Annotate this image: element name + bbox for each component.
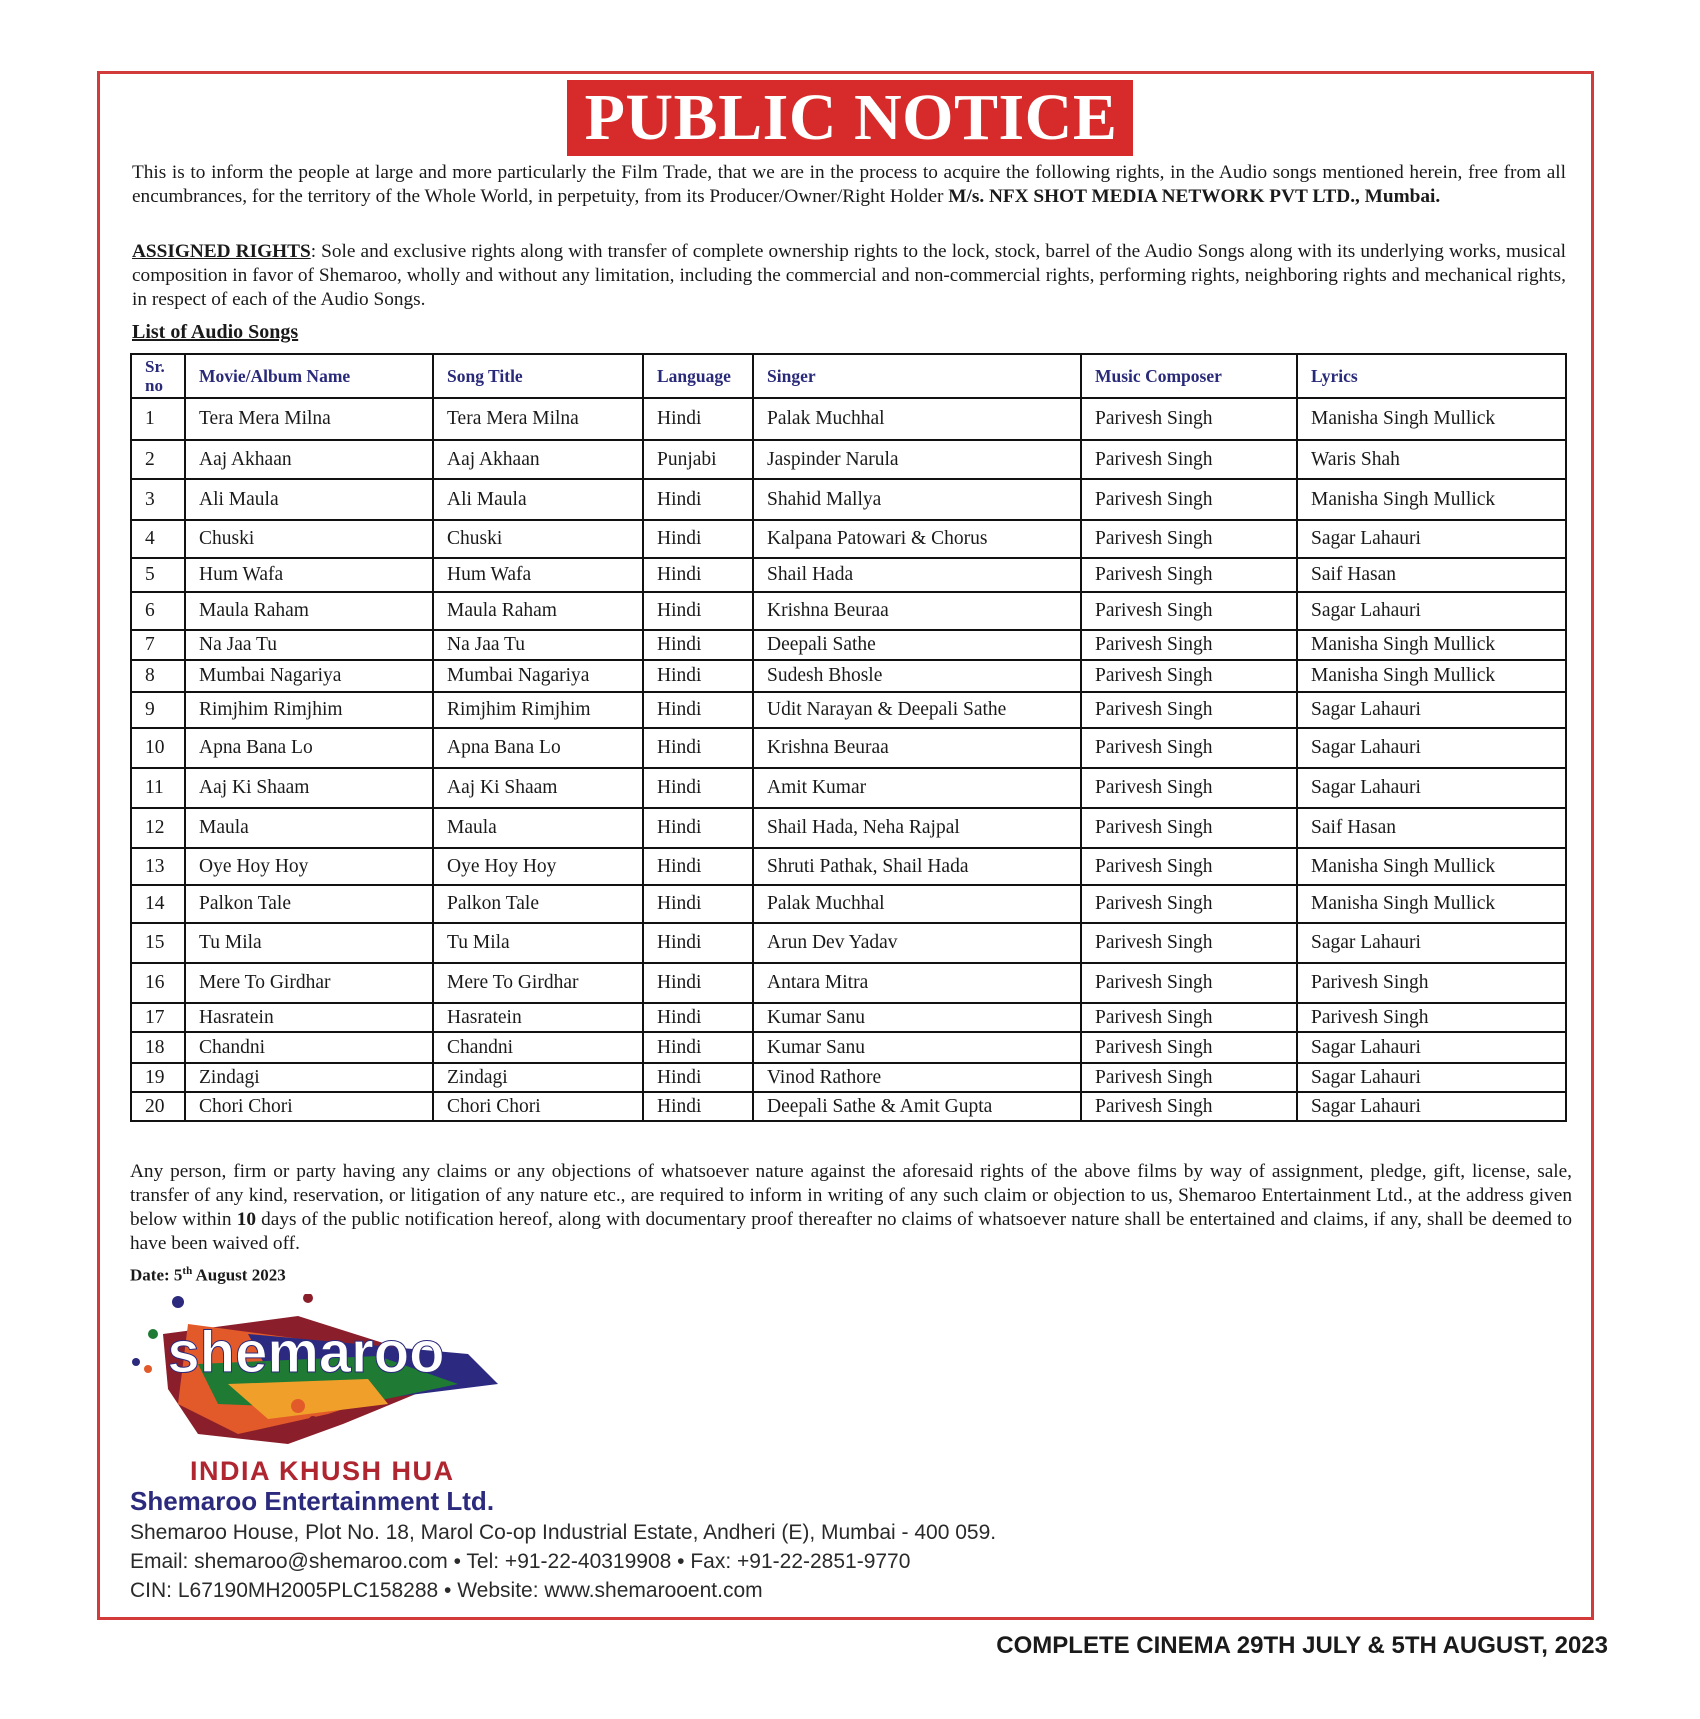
table-row <box>131 440 1566 479</box>
owner-name: M/s. NFX SHOT MEDIA NETWORK PVT LTD., Mumbai. <box>948 186 1441 207</box>
header-song-title: Song Title <box>433 354 643 398</box>
music-composer-cell: Parivesh Singh <box>1081 1003 1297 1032</box>
lyrics-cell: Sagar Lahauri <box>1297 728 1566 768</box>
table-row <box>131 923 1566 963</box>
music-composer-cell: Parivesh Singh <box>1081 440 1297 479</box>
music-composer-cell: Parivesh Singh <box>1081 520 1297 558</box>
claims-text-1: Any person, firm or party having any claims or any objections of whatsoever nature against the aforesaid rights of the above films by way of assignment, pledge, gift, license, sale, transfer of any kind, reservation, or litigation of any nature etc., are required to inform in writing of any such claim or objection to us, Shemaroo Entertainment Ltd., at the address given below within <box>130 1161 1572 1230</box>
song-title-cell: Chori Chori <box>433 1092 643 1121</box>
song-title-cell: Mere To Girdhar <box>433 963 643 1003</box>
language-cell: Hindi <box>643 885 753 923</box>
language-cell: Hindi <box>643 479 753 520</box>
lyrics-cell: Sagar Lahauri <box>1297 1032 1566 1063</box>
language-cell: Hindi <box>643 630 753 660</box>
sr-no-cell: 5 <box>131 558 185 592</box>
movie-album-cell: Ali Maula <box>185 479 433 520</box>
songs-table <box>130 353 1567 1122</box>
sr-no-cell: 19 <box>131 1063 185 1092</box>
song-title-cell: Chandni <box>433 1032 643 1063</box>
claims-days: 10 <box>236 1209 256 1230</box>
singer-cell: Shail Hada, Neha Rajpal <box>753 808 1081 848</box>
lyrics-cell: Sagar Lahauri <box>1297 1063 1566 1092</box>
lyrics-cell: Manisha Singh Mullick <box>1297 660 1566 692</box>
song-title-cell: Maula <box>433 808 643 848</box>
table-row <box>131 398 1566 440</box>
movie-album-cell: Chandni <box>185 1032 433 1063</box>
language-cell: Hindi <box>643 963 753 1003</box>
sr-no-cell: 4 <box>131 520 185 558</box>
language-cell: Hindi <box>643 1032 753 1063</box>
song-title-cell: Chuski <box>433 520 643 558</box>
movie-album-cell: Maula Raham <box>185 592 433 630</box>
movie-album-cell: Mumbai Nagariya <box>185 660 433 692</box>
table-row <box>131 728 1566 768</box>
song-title-cell: Oye Hoy Hoy <box>433 848 643 885</box>
language-cell: Hindi <box>643 923 753 963</box>
sr-no-cell: 1 <box>131 398 185 440</box>
movie-album-cell: Aaj Akhaan <box>185 440 433 479</box>
language-cell: Hindi <box>643 660 753 692</box>
movie-album-cell: Mere To Girdhar <box>185 963 433 1003</box>
lyrics-cell: Manisha Singh Mullick <box>1297 479 1566 520</box>
table-header-row <box>131 354 1566 398</box>
lyrics-cell: Sagar Lahauri <box>1297 520 1566 558</box>
lyrics-cell: Parivesh Singh <box>1297 963 1566 1003</box>
header-movie-album: Movie/Album Name <box>185 354 433 398</box>
company-name: Shemaroo Entertainment Ltd. <box>130 1486 495 1516</box>
movie-album-cell: Aaj Ki Shaam <box>185 768 433 808</box>
header-sr-no: Sr. no <box>131 354 185 398</box>
table-row <box>131 630 1566 660</box>
intro-text: This is to inform the people at large and more particularly the Film Trade, that we are in the process to acquire the following rights, in the Audio songs mentioned herein, free from all encumbrances, for the territory of the Whole World, in perpetuity, from its Producer/Owner/Right Holder <box>132 162 1566 207</box>
table-row <box>131 692 1566 728</box>
language-cell: Hindi <box>643 808 753 848</box>
song-title-cell: Aaj Akhaan <box>433 440 643 479</box>
company-contact: Email: shemaroo@shemaroo.com • Tel: +91-22-40319908 • Fax: +91-22-2851-9770 <box>130 1550 911 1573</box>
music-composer-cell: Parivesh Singh <box>1081 885 1297 923</box>
singer-cell: Arun Dev Yadav <box>753 923 1081 963</box>
movie-album-cell: Palkon Tale <box>185 885 433 923</box>
movie-album-cell: Tu Mila <box>185 923 433 963</box>
movie-album-cell: Chuski <box>185 520 433 558</box>
song-title-cell: Ali Maula <box>433 479 643 520</box>
singer-cell: Amit Kumar <box>753 768 1081 808</box>
language-cell: Hindi <box>643 398 753 440</box>
movie-album-cell: Apna Bana Lo <box>185 728 433 768</box>
singer-cell: Shail Hada <box>753 558 1081 592</box>
movie-album-cell: Hasratein <box>185 1003 433 1032</box>
music-composer-cell: Parivesh Singh <box>1081 768 1297 808</box>
table-row <box>131 1063 1566 1092</box>
sr-no-cell: 8 <box>131 660 185 692</box>
lyrics-cell: Manisha Singh Mullick <box>1297 630 1566 660</box>
sr-no-cell: 15 <box>131 923 185 963</box>
movie-album-cell: Maula <box>185 808 433 848</box>
sr-no-cell: 6 <box>131 592 185 630</box>
movie-album-cell: Zindagi <box>185 1063 433 1092</box>
singer-cell: Shruti Pathak, Shail Hada <box>753 848 1081 885</box>
sr-no-cell: 10 <box>131 728 185 768</box>
company-address: Shemaroo House, Plot No. 18, Marol Co-op Industrial Estate, Andheri (E), Mumbai - 400 059. <box>130 1521 997 1544</box>
music-composer-cell: Parivesh Singh <box>1081 479 1297 520</box>
header-lyrics: Lyrics <box>1297 354 1566 398</box>
lyrics-cell: Saif Hasan <box>1297 558 1566 592</box>
music-composer-cell: Parivesh Singh <box>1081 398 1297 440</box>
claims-text-2: days of the public notification hereof, along with documentary proof thereafter no claims of whatsoever nature shall be entertained and claims, if any, shall be deemed to have been waived off. <box>130 1209 1572 1254</box>
music-composer-cell: Parivesh Singh <box>1081 592 1297 630</box>
assigned-rights-label: ASSIGNED RIGHTS <box>132 241 311 262</box>
song-title-cell: Hum Wafa <box>433 558 643 592</box>
movie-album-cell: Oye Hoy Hoy <box>185 848 433 885</box>
table-row <box>131 520 1566 558</box>
lyrics-cell: Sagar Lahauri <box>1297 768 1566 808</box>
language-cell: Hindi <box>643 692 753 728</box>
table-row <box>131 808 1566 848</box>
shemaroo-logo <box>128 1294 518 1454</box>
title-wrap <box>0 80 1700 156</box>
table-row <box>131 1092 1566 1121</box>
sr-no-cell: 11 <box>131 768 185 808</box>
lyrics-cell: Sagar Lahauri <box>1297 1092 1566 1121</box>
song-title-cell: Apna Bana Lo <box>433 728 643 768</box>
lyrics-cell: Sagar Lahauri <box>1297 923 1566 963</box>
lyrics-cell: Manisha Singh Mullick <box>1297 885 1566 923</box>
song-title-cell: Tu Mila <box>433 923 643 963</box>
table-row <box>131 848 1566 885</box>
music-composer-cell: Parivesh Singh <box>1081 1092 1297 1121</box>
song-title-cell: Na Jaa Tu <box>433 630 643 660</box>
music-composer-cell: Parivesh Singh <box>1081 963 1297 1003</box>
singer-cell: Kumar Sanu <box>753 1032 1081 1063</box>
music-composer-cell: Parivesh Singh <box>1081 923 1297 963</box>
table-row <box>131 660 1566 692</box>
language-cell: Hindi <box>643 1003 753 1032</box>
music-composer-cell: Parivesh Singh <box>1081 630 1297 660</box>
movie-album-cell: Na Jaa Tu <box>185 630 433 660</box>
table-row <box>131 768 1566 808</box>
sr-no-cell: 2 <box>131 440 185 479</box>
song-title-cell: Maula Raham <box>433 592 643 630</box>
singer-cell: Jaspinder Narula <box>753 440 1081 479</box>
sr-no-cell: 16 <box>131 963 185 1003</box>
lyrics-cell: Sagar Lahauri <box>1297 692 1566 728</box>
table-row <box>131 479 1566 520</box>
lyrics-cell: Waris Shah <box>1297 440 1566 479</box>
list-title: List of Audio Songs <box>132 321 299 343</box>
language-cell: Hindi <box>643 728 753 768</box>
publication-footer: COMPLETE CINEMA 29TH JULY & 5TH AUGUST, 2023 <box>996 1632 1608 1659</box>
company-cin-website: CIN: L67190MH2005PLC158288 • Website: www.shemarooent.com <box>130 1579 763 1602</box>
language-cell: Punjabi <box>643 440 753 479</box>
table-row <box>131 1032 1566 1063</box>
music-composer-cell: Parivesh Singh <box>1081 1032 1297 1063</box>
song-title-cell: Zindagi <box>433 1063 643 1092</box>
music-composer-cell: Parivesh Singh <box>1081 692 1297 728</box>
language-cell: Hindi <box>643 520 753 558</box>
notice-date: Date: 5th August 2023 <box>130 1265 286 1285</box>
logo-wordmark: shemaroo <box>167 1320 445 1385</box>
music-composer-cell: Parivesh Singh <box>1081 848 1297 885</box>
lyrics-cell: Parivesh Singh <box>1297 1003 1566 1032</box>
assigned-rights-text: : Sole and exclusive rights along with transfer of complete ownership rights to the lock, stock, barrel of the Audio Songs along with its underlying works, musical composition in favor of Shemaroo, wholly and without any limitation, including the commercial and non-commercial rights, performing rights, neighboring rights and mechanical rights, in respect of each of the Audio Songs. <box>132 241 1566 310</box>
sr-no-cell: 7 <box>131 630 185 660</box>
header-singer: Singer <box>753 354 1081 398</box>
music-composer-cell: Parivesh Singh <box>1081 808 1297 848</box>
table-row <box>131 885 1566 923</box>
song-title-cell: Rimjhim Rimjhim <box>433 692 643 728</box>
movie-album-cell: Chori Chori <box>185 1092 433 1121</box>
song-title-cell: Palkon Tale <box>433 885 643 923</box>
song-title-cell: Hasratein <box>433 1003 643 1032</box>
lyrics-cell: Manisha Singh Mullick <box>1297 398 1566 440</box>
singer-cell: Krishna Beuraa <box>753 728 1081 768</box>
singer-cell: Kalpana Patowari & Chorus <box>753 520 1081 558</box>
table-row <box>131 963 1566 1003</box>
song-title-cell: Aaj Ki Shaam <box>433 768 643 808</box>
sr-no-cell: 9 <box>131 692 185 728</box>
sr-no-cell: 13 <box>131 848 185 885</box>
sr-no-cell: 17 <box>131 1003 185 1032</box>
intro-paragraph <box>132 161 1566 209</box>
movie-album-cell: Rimjhim Rimjhim <box>185 692 433 728</box>
singer-cell: Vinod Rathore <box>753 1063 1081 1092</box>
singer-cell: Deepali Sathe & Amit Gupta <box>753 1092 1081 1121</box>
lyrics-cell: Sagar Lahauri <box>1297 592 1566 630</box>
claims-paragraph <box>130 1160 1572 1256</box>
music-composer-cell: Parivesh Singh <box>1081 660 1297 692</box>
song-title-cell: Tera Mera Milna <box>433 398 643 440</box>
sr-no-cell: 3 <box>131 479 185 520</box>
singer-cell: Antara Mitra <box>753 963 1081 1003</box>
movie-album-cell: Hum Wafa <box>185 558 433 592</box>
language-cell: Hindi <box>643 1063 753 1092</box>
language-cell: Hindi <box>643 592 753 630</box>
language-cell: Hindi <box>643 1092 753 1121</box>
singer-cell: Shahid Mallya <box>753 479 1081 520</box>
singer-cell: Sudesh Bhosle <box>753 660 1081 692</box>
header-music-composer: Music Composer <box>1081 354 1297 398</box>
table-row <box>131 558 1566 592</box>
singer-cell: Palak Muchhal <box>753 885 1081 923</box>
lyrics-cell: Manisha Singh Mullick <box>1297 848 1566 885</box>
table-row <box>131 1003 1566 1032</box>
music-composer-cell: Parivesh Singh <box>1081 728 1297 768</box>
singer-cell: Udit Narayan & Deepali Sathe <box>753 692 1081 728</box>
singer-cell: Deepali Sathe <box>753 630 1081 660</box>
lyrics-cell: Saif Hasan <box>1297 808 1566 848</box>
table-row <box>131 592 1566 630</box>
movie-album-cell: Tera Mera Milna <box>185 398 433 440</box>
header-language: Language <box>643 354 753 398</box>
song-title-cell: Mumbai Nagariya <box>433 660 643 692</box>
sr-no-cell: 12 <box>131 808 185 848</box>
sr-no-cell: 14 <box>131 885 185 923</box>
tagline: INDIA KHUSH HUA <box>190 1456 455 1486</box>
language-cell: Hindi <box>643 768 753 808</box>
notice-title: PUBLIC NOTICE <box>567 80 1134 156</box>
music-composer-cell: Parivesh Singh <box>1081 1063 1297 1092</box>
music-composer-cell: Parivesh Singh <box>1081 558 1297 592</box>
sr-no-cell: 18 <box>131 1032 185 1063</box>
singer-cell: Palak Muchhal <box>753 398 1081 440</box>
sr-no-cell: 20 <box>131 1092 185 1121</box>
singer-cell: Krishna Beuraa <box>753 592 1081 630</box>
singer-cell: Kumar Sanu <box>753 1003 1081 1032</box>
language-cell: Hindi <box>643 558 753 592</box>
assigned-rights-paragraph <box>132 240 1566 312</box>
language-cell: Hindi <box>643 848 753 885</box>
